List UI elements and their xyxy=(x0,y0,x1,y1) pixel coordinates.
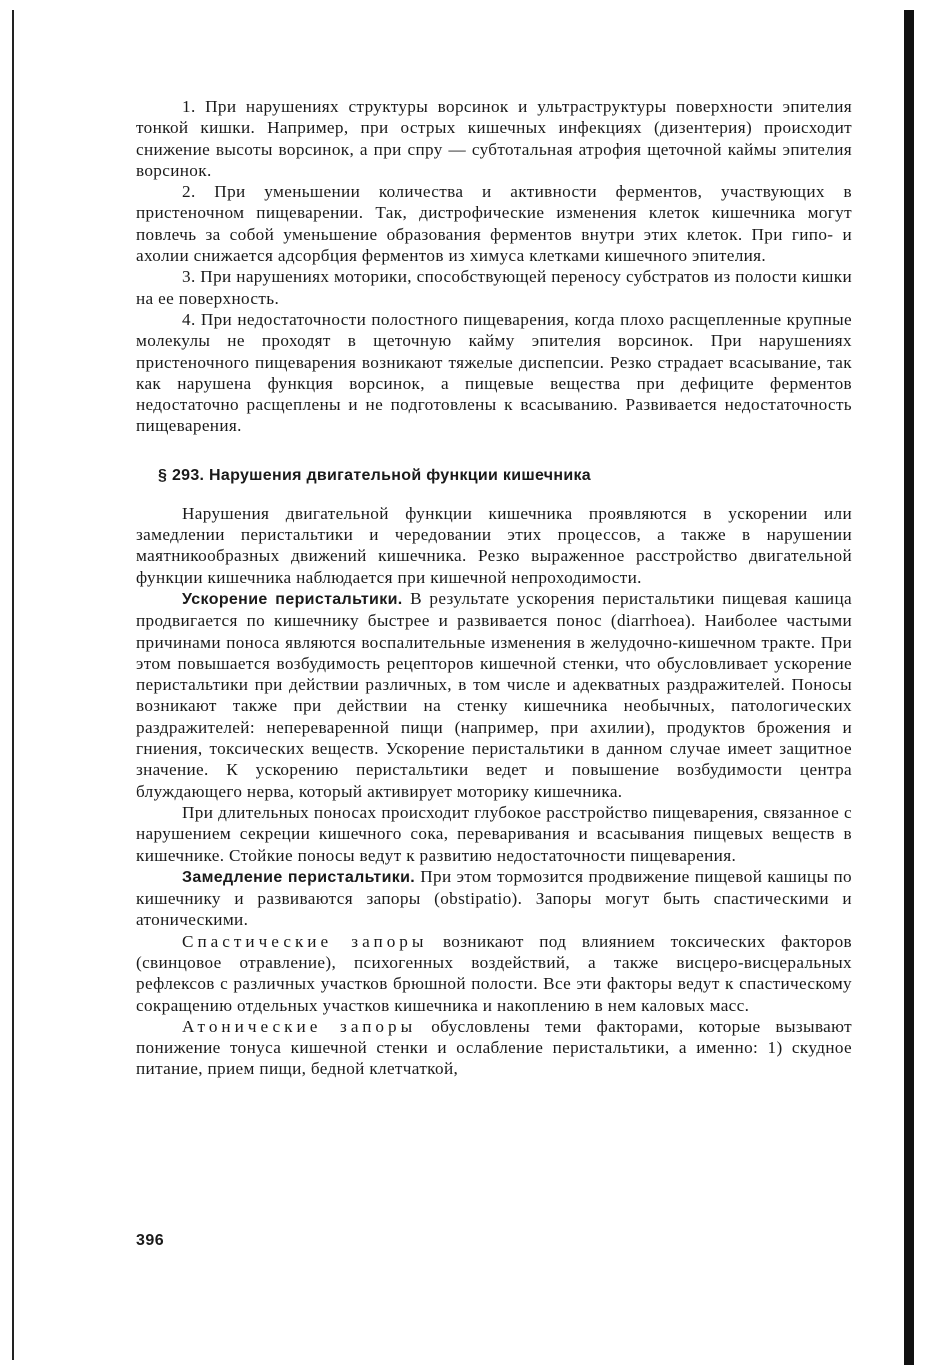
paragraph-acceleration xyxy=(136,588,852,802)
paragraph-slowdown xyxy=(136,866,852,931)
paragraph-long-diarrhea: При длительных поносах происходит глубокое расстройство пищеварения, связанное с нарушением секреции кишечного сока, переваривания и всасывания пищевых веществ в кишечнике. Стойкие поносы ведут к развитию недостаточности пищеварения. xyxy=(136,802,852,865)
text-spastic: возникают под влиянием токсических факторов (свинцовое отравление), психогенных воздействий, а также висцеро-висцеральных рефлексов с различных участков брюшной полости. Все эти факторы ведут к спастическому сокращению отдельных участков кишечника и накоплению в нем каловых масс. xyxy=(136,931,852,1015)
term-acceleration: Ускорение перистальтики. xyxy=(182,590,403,608)
paragraph-item-1: 1. При нарушениях структуры ворсинок и ультраструктуры поверхности эпителия тонкой кишки. Например, при острых кишечных инфекциях (дизентерия) происходит снижение высоты ворсинок, а при спру — субтотальная атрофия щеточной каймы эпителия ворсинок. xyxy=(136,97,852,180)
paragraph-item-4: 4. При недостаточности полостного пищеварения, когда плохо расщепленные крупные молекулы не проходят в щеточную кайму эпителия ворсинок. При нарушениях пристеночного пищеварения возникают тяжелые диспепсии. Резко страдает всасывание, так как нарушена функция ворсинок, а пищевые вещества при дефиците ферментов недостаточно расщеплены и не подготовлены к всасыванию. Развивается недостаточность пищеварения. xyxy=(136,309,852,436)
page-number: 396 xyxy=(136,1232,165,1249)
paragraph-atonic xyxy=(136,1016,852,1080)
paragraph-spastic xyxy=(136,931,852,1016)
section-heading: § 293. Нарушения двигательной функции кишечника xyxy=(158,466,591,484)
left-margin-rule xyxy=(12,10,14,1360)
term-atonic: Атонические запоры xyxy=(182,1016,417,1036)
right-margin-rule xyxy=(904,10,914,1365)
text-acceleration: В результате ускорения перистальтики пищевая кашица продвигается по кишечнику быстрее и развивается понос (diarrhoea). Наиболее частыми причинами поноса являются воспалительные изменения в желудочно-кишечном тракте. При этом повышается возбудимость рецепторов кишечной стенки, что обусловливает ускорение перистальтики при действии различных, в том числе и адекватных раздражителей. Поносы возникают также при действии на стенку кишечника необычных, патологических раздражителей: непереваренной пищи (например, при ахилии), продуктов брожения и гниения, токсических веществ. Ускорение перистальтики в данном случае имеет защитное значение. К ускорению перистальтики ведет и повышение возбудимости центра блуждающего нерва, который активирует моторику кишечника. xyxy=(136,588,852,801)
text-slowdown: При этом тормозится продвижение пищевой кашицы по кишечнику и развиваются запоры (obstipatio). Запоры могут быть спастическими и атоническими. xyxy=(136,866,852,930)
paragraph-item-3: 3. При нарушениях моторики, способствующей переносу субстратов из полости кишки на ее поверхность. xyxy=(136,267,852,308)
term-slowdown: Замедление перистальтики. xyxy=(182,868,416,886)
text-atonic: обусловлены теми факторами, которые вызывают понижение тонуса кишечной стенки и ослабление перистальтики, а именно: 1) скудное питание, прием пищи, бедной клетчаткой, xyxy=(136,1016,852,1079)
paragraph-item-2: 2. При уменьшении количества и активности ферментов, участвующих в пристеночном пищеварении. Так, дистрофические изменения клеток кишечника могут повлечь за собой уменьшение образования ферментов внутри этих клеток. При гипо- и ахолии снижается адсорбция ферментов из химуса клетками кишечного эпителия. xyxy=(136,182,852,266)
term-spastic: Спастические запоры xyxy=(182,931,428,951)
paragraph-intro: Нарушения двигательной функции кишечника проявляются в ускорении или замедлении перистальтики и чередовании этих процессов, а также в нарушении маятникообразных движений кишечника. Резко выраженное расстройство двигательной функции кишечника наблюдается при кишечной непроходимости. xyxy=(136,503,852,587)
page-body xyxy=(136,96,852,1080)
